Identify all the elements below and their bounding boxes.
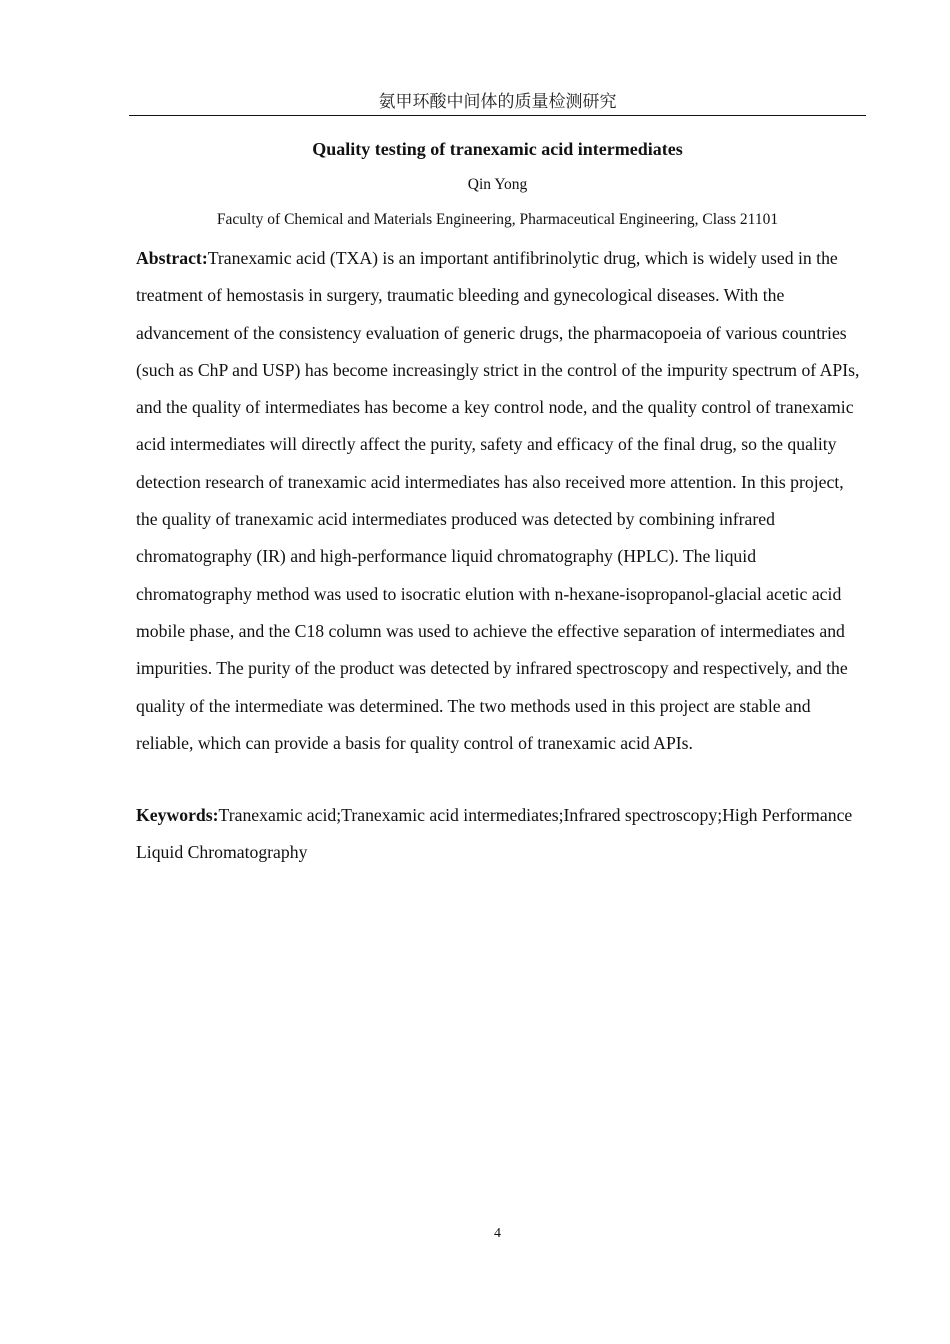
author-affiliation: Faculty of Chemical and Materials Engineering, Pharmaceutical Engineering, Class 21101 [216,211,779,228]
keywords-label: Keywords: [136,805,219,825]
page-number: 4 [494,1226,501,1241]
keywords-paragraph [136,797,862,872]
paper-title: Quality testing of tranexamic acid intermediates [312,139,683,159]
abstract-paragraph [136,240,862,762]
running-header: 氨甲环酸中间体的质量检测研究 [129,90,866,116]
abstract-label: Abstract: [136,248,208,268]
keywords-text: Tranexamic acid;Tranexamic acid intermediates;Infrared spectroscopy;High Performance Liquid Chromatography [136,805,853,863]
author-name: Qin Yong [467,176,528,193]
abstract-text: Tranexamic acid (TXA) is an important antifibrinolytic drug, which is widely used in the treatment of hemostasis in surgery, traumatic bleeding and gynecological diseases. With the advancement of the consistency evaluation of generic drugs, the pharmacopoeia of various countries (such as ChP and USP) has become increasingly strict in the control of the impurity spectrum of APIs, and the quality of intermediates has become a key control node, and the quality control of tranexamic acid intermediates will directly affect the purity, safety and efficacy of the final drug, so the quality detection research of tranexamic acid intermediates has also received more attention. In this project, the quality of tranexamic acid intermediates produced was detected by combining infrared chromatography (IR) and high-performance liquid chromatography (HPLC). The liquid chromatography method was used to isocratic elution with n-hexane-isopropanol-glacial acetic acid mobile phase, and the C18 column was used to achieve the effective separation of intermediates and impurities. The purity of the product was detected by infrared spectroscopy and respectively, and the quality of the intermediate was determined. The two methods used in this project are stable and reliable, which can provide a basis for quality control of tranexamic acid APIs. [136,248,860,753]
